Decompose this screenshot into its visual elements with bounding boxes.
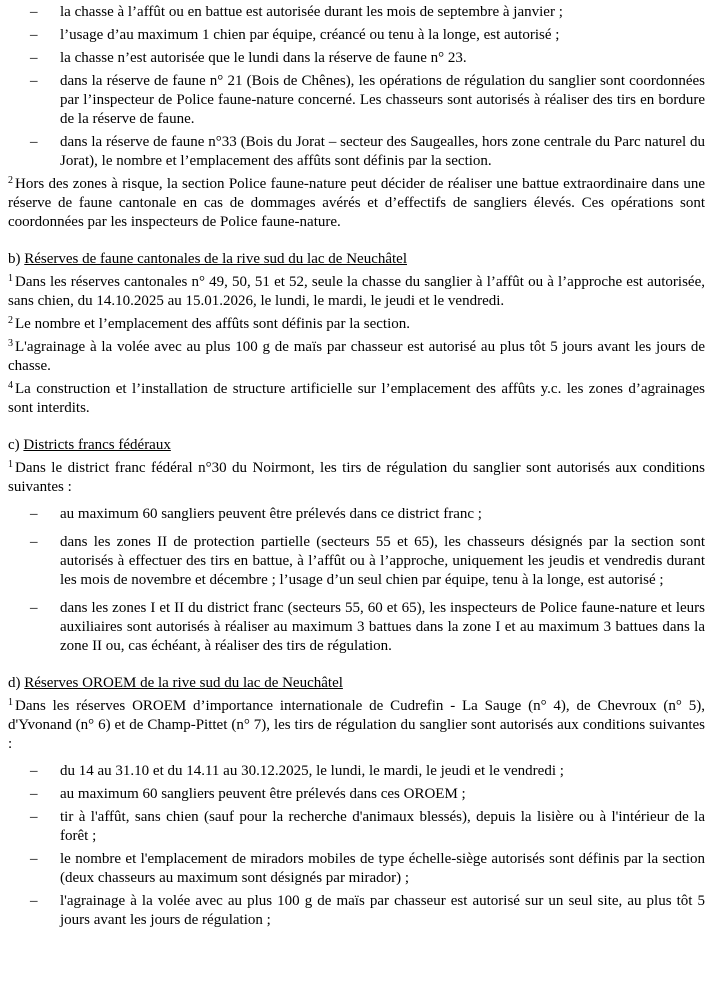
paragraph-text: Le nombre et l’emplacement des affûts sont définis par la section.	[15, 316, 411, 332]
list-item	[8, 72, 705, 129]
section-b-heading	[8, 250, 705, 269]
paragraph-number: 1	[8, 459, 13, 470]
section-d-intro	[8, 697, 705, 754]
paragraph-number: 2	[8, 175, 13, 186]
section-prefix: d)	[8, 675, 25, 691]
bullet-dash: –	[30, 73, 38, 89]
top-bullet-list	[8, 3, 705, 171]
list-item	[8, 808, 705, 846]
section-c-bullet-list	[8, 505, 705, 656]
bullet-dash: –	[30, 763, 38, 779]
section-title: Districts francs fédéraux	[23, 437, 171, 453]
list-item	[8, 599, 705, 656]
section-d-heading	[8, 674, 705, 693]
section-title: Réserves OROEM de la rive sud du lac de Neuchâtel	[24, 675, 343, 691]
bullet-text: au maximum 60 sangliers peuvent être prélevés dans ces OROEM ;	[60, 786, 466, 802]
bullet-text: tir à l'affût, sans chien (sauf pour la recherche d'animaux blessés), depuis la lisière ou à l'intérieur de la forêt ;	[60, 809, 705, 844]
paragraph-text: Dans les réserves OROEM d’importance internationale de Cudrefin - La Sauge (n° 4), de Chevroux (n° 5), d'Yvonand (n° 6) et de Champ-Pittet (n° 7), les tirs de régulation du sanglier sont autorisés aux conditions suivantes :	[8, 698, 705, 752]
list-item	[8, 505, 705, 524]
bullet-dash: –	[30, 893, 38, 909]
bullet-text: l’usage d’au maximum 1 chien par équipe, créancé ou tenu à la longe, est autorisé ;	[60, 27, 560, 43]
bullet-text: l'agrainage à la volée avec au plus 100 g de maïs par chasseur est autorisé sur un seul site, au plus tôt 5 jours avant les jours de régulation ;	[60, 893, 705, 928]
list-item	[8, 762, 705, 781]
paragraph-number: 2	[8, 315, 13, 326]
bullet-text: au maximum 60 sangliers peuvent être prélevés dans ce district franc ;	[60, 506, 482, 522]
paragraph-text: La construction et l’installation de structure artificielle sur l’emplacement des affûts y.c. les zones d’agrainages sont interdits.	[8, 381, 705, 416]
bullet-text: dans les zones I et II du district franc (secteurs 55, 60 et 65), les inspecteurs de Police faune-nature et leurs auxiliaires sont autorisés à réaliser au maximum 3 battues dans la zone I et au maximum 3 battues dans la zone II ou, cas échéant, à réaliser des tirs de régulation.	[60, 600, 705, 654]
list-item	[8, 133, 705, 171]
bullet-dash: –	[30, 134, 38, 150]
bullet-dash: –	[30, 851, 38, 867]
section-title: Réserves de faune cantonales de la rive sud du lac de Neuchâtel	[24, 251, 407, 267]
bullet-dash: –	[30, 600, 38, 616]
section-b-paragraph	[8, 273, 705, 311]
bullet-text: dans la réserve de faune n° 21 (Bois de Chênes), les opérations de régulation du sanglier sont coordonnées par l’inspecteur de Police faune-nature concerné. Les chasseurs sont autorisés à réaliser des tirs en bordure de la réserve de faune.	[60, 73, 705, 127]
paragraph-text: L'agrainage à la volée avec au plus 100 g de maïs par chasseur est autorisé au plus tôt 5 jours avant les jours de chasse.	[8, 339, 705, 374]
bullet-text: dans les zones II de protection partielle (secteurs 55 et 65), les chasseurs désignés par la section sont autorisés à effectuer des tirs en battue, à l’affût ou à l’approche, uniquement les jeudis et vendredis durant les mois de novembre et décembre ; l’usage d’un seul chien par équipe, tenu à la longe, est autorisé ;	[60, 534, 705, 588]
paragraph-number: 1	[8, 273, 13, 284]
section-prefix: b)	[8, 251, 25, 267]
paragraph-text: Dans le district franc fédéral n°30 du Noirmont, les tirs de régulation du sanglier sont autorisés aux conditions suivantes :	[8, 460, 705, 495]
list-item	[8, 533, 705, 590]
bullet-dash: –	[30, 27, 38, 43]
bullet-text: dans la réserve de faune n°33 (Bois du Jorat – secteur des Saugealles, hors zone centrale du Parc naturel du Jorat), le nombre et l’emplacement des affûts sont définis par la section.	[60, 134, 705, 169]
paragraph-2	[8, 175, 705, 232]
bullet-text: le nombre et l'emplacement de miradors mobiles de type échelle-siège autorisés sont définis par la section (deux chasseurs au maximum sont désignés par mirador) ;	[60, 851, 705, 886]
bullet-dash: –	[30, 50, 38, 66]
list-item	[8, 850, 705, 888]
section-c-heading	[8, 436, 705, 455]
section-b-paragraph	[8, 315, 705, 334]
bullet-text: du 14 au 31.10 et du 14.11 au 30.12.2025, le lundi, le mardi, le jeudi et le vendredi ;	[60, 763, 564, 779]
bullet-dash: –	[30, 809, 38, 825]
section-c-intro	[8, 459, 705, 497]
bullet-text: la chasse à l’affût ou en battue est autorisée durant les mois de septembre à janvier ;	[60, 4, 563, 20]
bullet-dash: –	[30, 506, 38, 522]
bullet-dash: –	[30, 534, 38, 550]
paragraph-text: Hors des zones à risque, la section Police faune-nature peut décider de réaliser une battue extraordinaire dans une réserve de faune cantonale en cas de dommages avérés et d’effectifs de sangliers élevés. Ces opérations sont coordonnées par les inspecteurs de Police faune-nature.	[8, 176, 705, 230]
paragraph-number: 4	[8, 380, 13, 391]
section-d-bullet-list	[8, 762, 705, 930]
list-item	[8, 26, 705, 45]
section-prefix: c)	[8, 437, 24, 453]
paragraph-number: 3	[8, 338, 13, 349]
paragraph-number: 1	[8, 697, 13, 708]
list-item	[8, 3, 705, 22]
section-b-paragraph	[8, 338, 705, 376]
list-item	[8, 892, 705, 930]
bullet-dash: –	[30, 4, 38, 20]
list-item	[8, 49, 705, 68]
bullet-dash: –	[30, 786, 38, 802]
section-b-paragraph	[8, 380, 705, 418]
list-item	[8, 785, 705, 804]
paragraph-text: Dans les réserves cantonales n° 49, 50, 51 et 52, seule la chasse du sanglier à l’affût ou à l’approche est autorisée, sans chien, du 14.10.2025 au 15.01.2026, le lundi, le mardi, le jeudi et le vendredi.	[8, 274, 705, 309]
bullet-text: la chasse n’est autorisée que le lundi dans la réserve de faune n° 23.	[60, 50, 467, 66]
